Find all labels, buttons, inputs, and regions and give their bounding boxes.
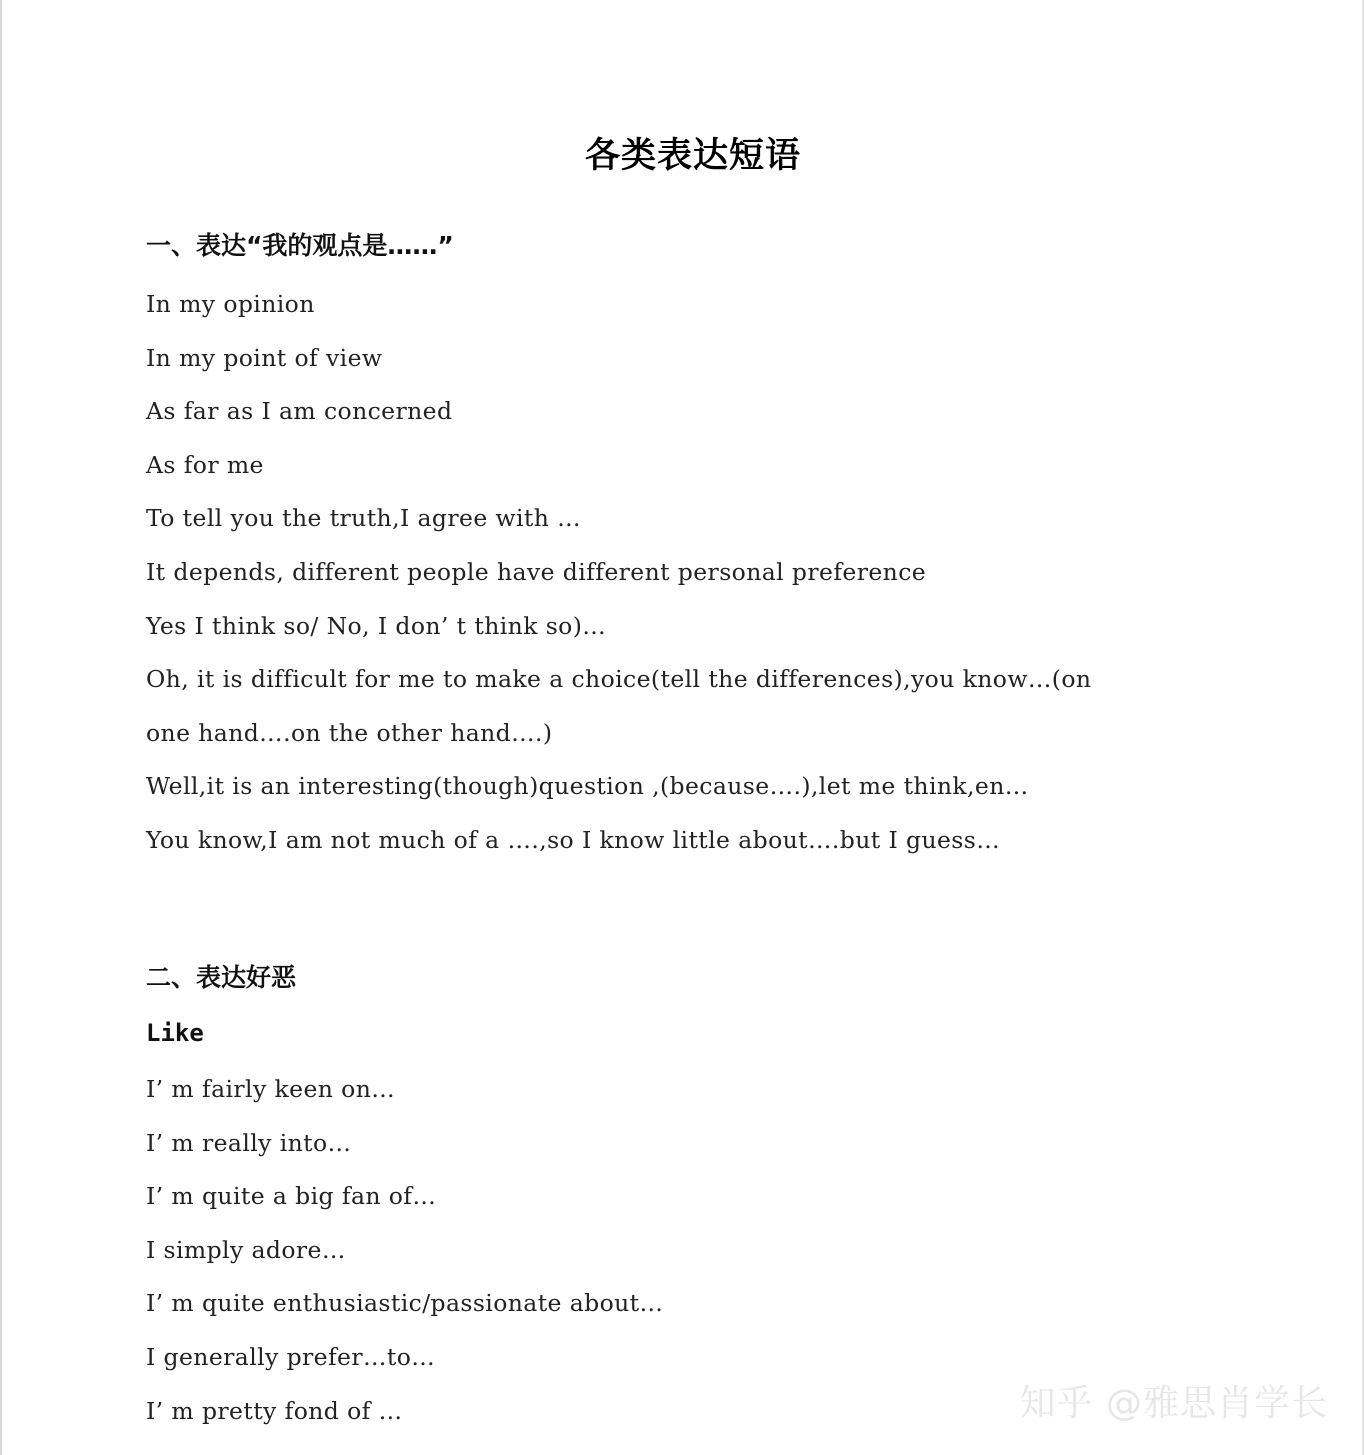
phrase-item: I’ m quite enthusiastic/passionate about…: [146, 1289, 664, 1318]
subheading-like: Like: [146, 1019, 204, 1047]
phrase-item: I’ m fairly keen on…: [146, 1075, 396, 1103]
section-heading-likes-dislikes: 二、表达好恶: [146, 963, 297, 992]
phrase-item: I’ m quite a big fan of…: [146, 1182, 437, 1211]
phrase-item: I’ m really into…: [146, 1128, 352, 1157]
phrase-item: As far as I am concerned: [146, 397, 453, 426]
phrase-item: You know,I am not much of a ….,so I know little about….but I guess…: [146, 825, 1001, 854]
phrase-item: As for me: [146, 450, 264, 479]
phrase-item: one hand….on the other hand….): [146, 718, 553, 747]
section-heading-opinion: 一、表达“我的观点是……”: [146, 231, 454, 260]
page-edge-left: [0, 0, 2, 1455]
phrase-item: In my point of view: [146, 343, 383, 372]
phrase-item: I’ m pretty fond of …: [146, 1396, 403, 1425]
phrase-item: Yes I think so/ No, I don’ t think so)…: [146, 611, 607, 640]
opinion-phrase-list: [146, 286, 1266, 876]
phrase-item: Well,it is an interesting(though)question ,(because….),let me think,en…: [146, 772, 1029, 801]
phrase-item: Oh, it is difficult for me to make a choice(tell the differences),you know…(on: [146, 665, 1092, 694]
phrase-item: It depends, different people have different personal preference: [146, 557, 927, 586]
phrase-item: I simply adore…: [146, 1235, 346, 1264]
document-title: 各类表达短语: [584, 136, 801, 176]
phrase-item: I generally prefer…to…: [146, 1342, 436, 1371]
phrase-item: To tell you the truth,I agree with …: [146, 504, 582, 533]
phrase-item: In my opinion: [146, 290, 315, 318]
watermark: 知乎 @雅思肖学长: [1019, 1383, 1328, 1424]
